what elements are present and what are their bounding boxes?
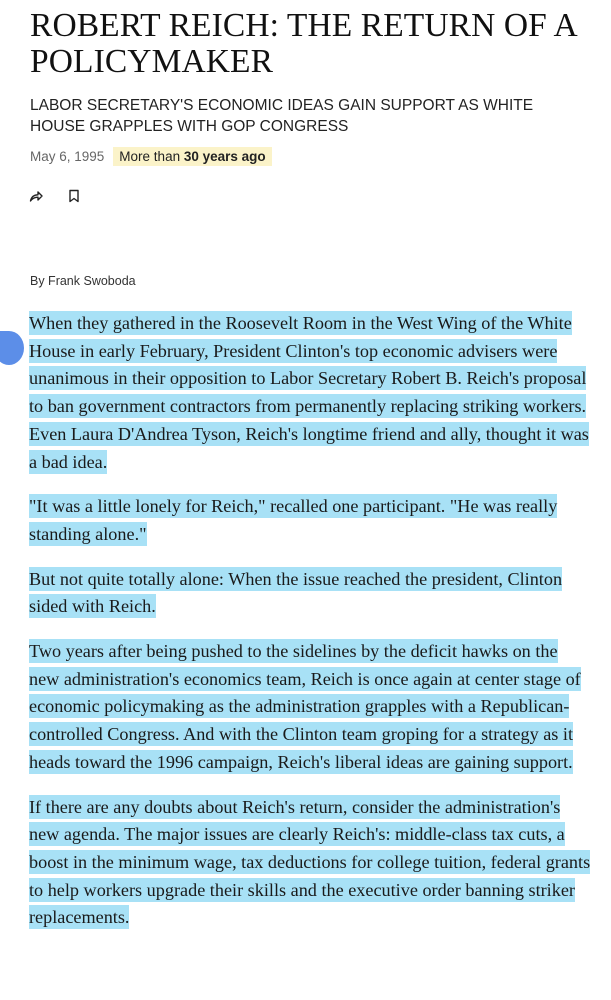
selected-text[interactable]: Two years after being pushed to the sidelines by the deficit hawks on the new administration's economics team, Reich is once again at center stage of economic policymaking as the administration grapples with a Republican-controlled Congress. And with the Clinton team groping for a strategy as it heads toward the 1996 campaign, Reich's liberal ideas are gaining support. <box>29 641 581 772</box>
paragraph <box>29 310 591 476</box>
publish-date: May 6, 1995 <box>30 149 105 164</box>
selected-text[interactable]: "It was a little lonely for Reich," recalled one participant. "He was really standing alone." <box>29 496 558 544</box>
paragraph <box>29 493 591 548</box>
selected-text[interactable]: But not quite totally alone: When the issue reached the president, Clinton sided with Reich. <box>29 568 563 617</box>
article-subhead: LABOR SECRETARY'S ECONOMIC IDEAS GAIN SUPPORT AS WHITE HOUSE GRAPPLES WITH GOP CONGRESS <box>30 97 534 135</box>
share-icon[interactable] <box>28 188 44 204</box>
article-headline: ROBERT REICH: THE RETURN OF A POLICYMAKER <box>30 7 576 80</box>
age-value: 30 years ago <box>183 149 266 164</box>
age-prefix: More than <box>119 149 181 164</box>
paragraph <box>29 638 591 777</box>
byline: By Frank Swoboda <box>30 274 136 288</box>
selected-text[interactable]: If there are any doubts about Reich's return, consider the administration's new agenda. The major issues are clearly Reich's: middle-class tax cuts, a boost in the minimum wage, tax deductions for college tuition, federal grants to help workers upgrade their skills and the executive order banning striker replacements. <box>29 796 591 928</box>
article-body <box>0 310 611 932</box>
article-meta <box>30 147 611 166</box>
article-actions <box>28 188 611 204</box>
bookmark-icon[interactable] <box>66 188 82 204</box>
age-badge <box>113 147 271 166</box>
paragraph <box>29 566 591 621</box>
selected-text[interactable]: When they gathered in the Roosevelt Room in the West Wing of the White House in early February, President Clinton's top economic advisers were unanimous in their opposition to Labor Secretary Robert B. Reich's proposal to ban government contractors from permanently replacing striking workers. Even Laura D'Andrea Tyson, Reich's longtime friend and ally, thought it was a bad idea. <box>29 313 589 472</box>
paragraph <box>29 794 591 933</box>
